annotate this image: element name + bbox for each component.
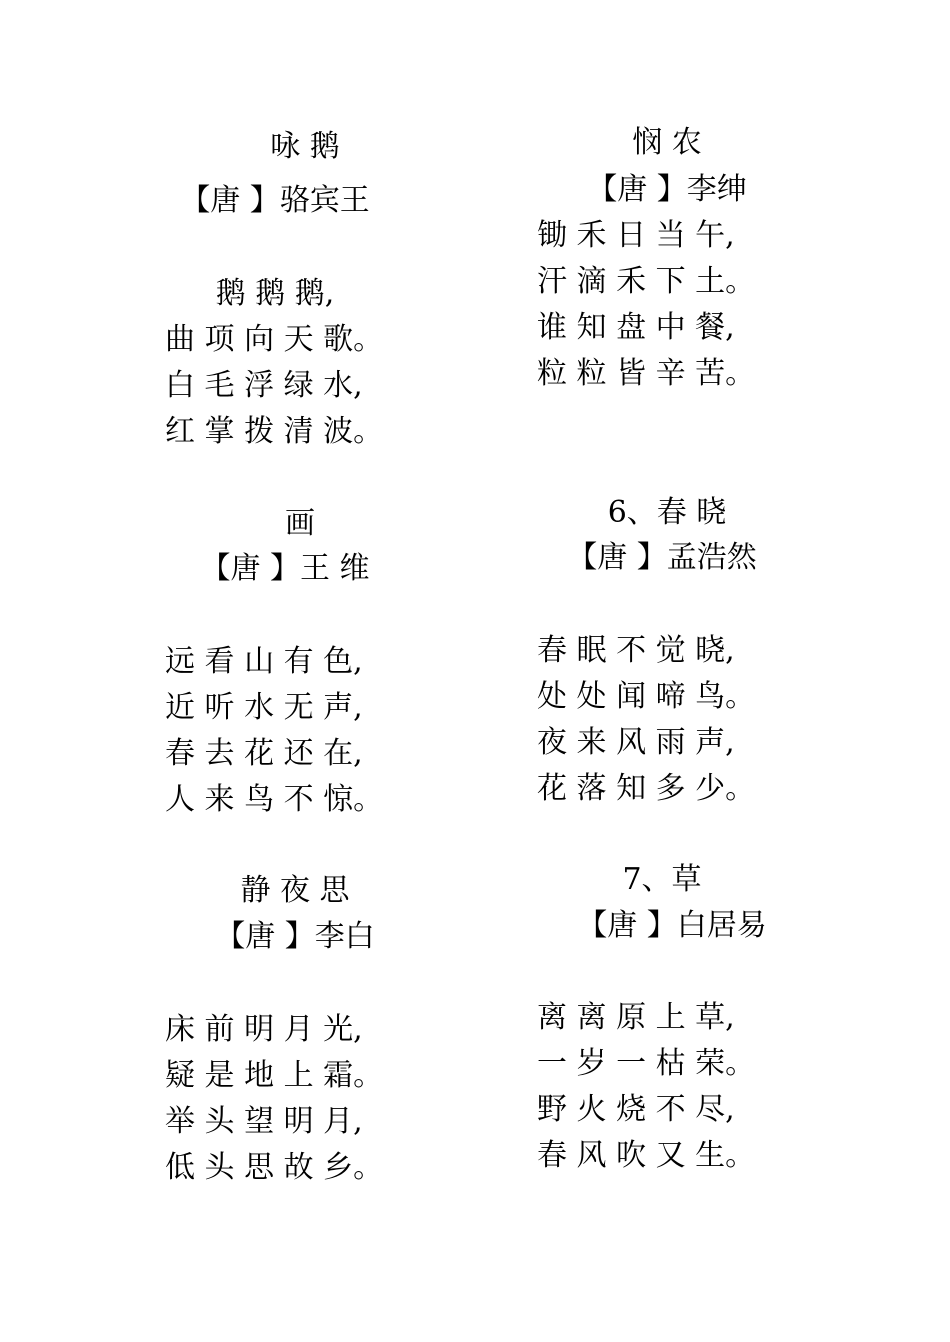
poem-line: 举 头 望 明 月,	[165, 1104, 363, 1139]
poem-line: 春 风 吹 又 生。	[537, 1138, 756, 1173]
poem-author: 【唐 】李绅	[587, 172, 747, 207]
poem-line: 一 岁 一 枯 荣。	[537, 1046, 756, 1081]
poem-line: 鹅 鹅 鹅,	[215, 276, 335, 311]
poem-author: 【唐 】白居易	[577, 908, 767, 943]
poem-line: 春 去 花 还 在,	[165, 736, 363, 771]
poem-line: 处 处 闻 啼 鸟。	[537, 679, 756, 714]
poem-line: 锄 禾 日 当 午,	[537, 218, 735, 253]
poem-line: 花 落 知 多 少。	[537, 771, 756, 806]
poem-line: 低 头 思 故 乡。	[165, 1150, 384, 1185]
poem-line: 近 听 水 无 声,	[165, 690, 363, 725]
poem-line: 人 来 鸟 不 惊。	[165, 782, 384, 817]
poem-line: 粒 粒 皆 辛 苦。	[537, 356, 756, 391]
poem-line: 野 火 烧 不 尽,	[537, 1092, 735, 1127]
poem-line: 曲 项 向 天 歌。	[165, 322, 384, 357]
poem-title: 画	[285, 506, 315, 541]
poem-title: 6、春 晓	[607, 495, 727, 530]
poem-line: 谁 知 盘 中 餐,	[537, 310, 735, 345]
poem-line: 远 看 山 有 色,	[165, 644, 363, 679]
poem-line: 床 前 明 月 光,	[165, 1012, 363, 1047]
poem-line: 红 掌 拨 清 波。	[165, 414, 384, 449]
poem-line: 夜 来 风 雨 声,	[537, 725, 735, 760]
poem-author: 【唐 】王 维	[200, 551, 370, 586]
poem-line: 汗 滴 禾 下 土。	[537, 264, 756, 299]
poem-line: 疑 是 地 上 霜。	[165, 1058, 384, 1093]
poem-line: 白 毛 浮 绿 水,	[165, 368, 363, 403]
poem-title: 悯 农	[632, 125, 702, 160]
poem-line: 离 离 原 上 草,	[537, 1000, 735, 1035]
poem-title: 7、草	[622, 862, 702, 897]
poem-title: 静 夜 思	[240, 873, 350, 908]
poem-line: 春 眠 不 觉 晓,	[537, 633, 735, 668]
poem-author: 【唐 】李白	[215, 919, 375, 954]
poem-author: 【唐 】骆宾王	[180, 183, 370, 218]
poem-title: 咏 鹅	[270, 129, 340, 164]
poem-author: 【唐 】孟浩然	[567, 540, 757, 575]
